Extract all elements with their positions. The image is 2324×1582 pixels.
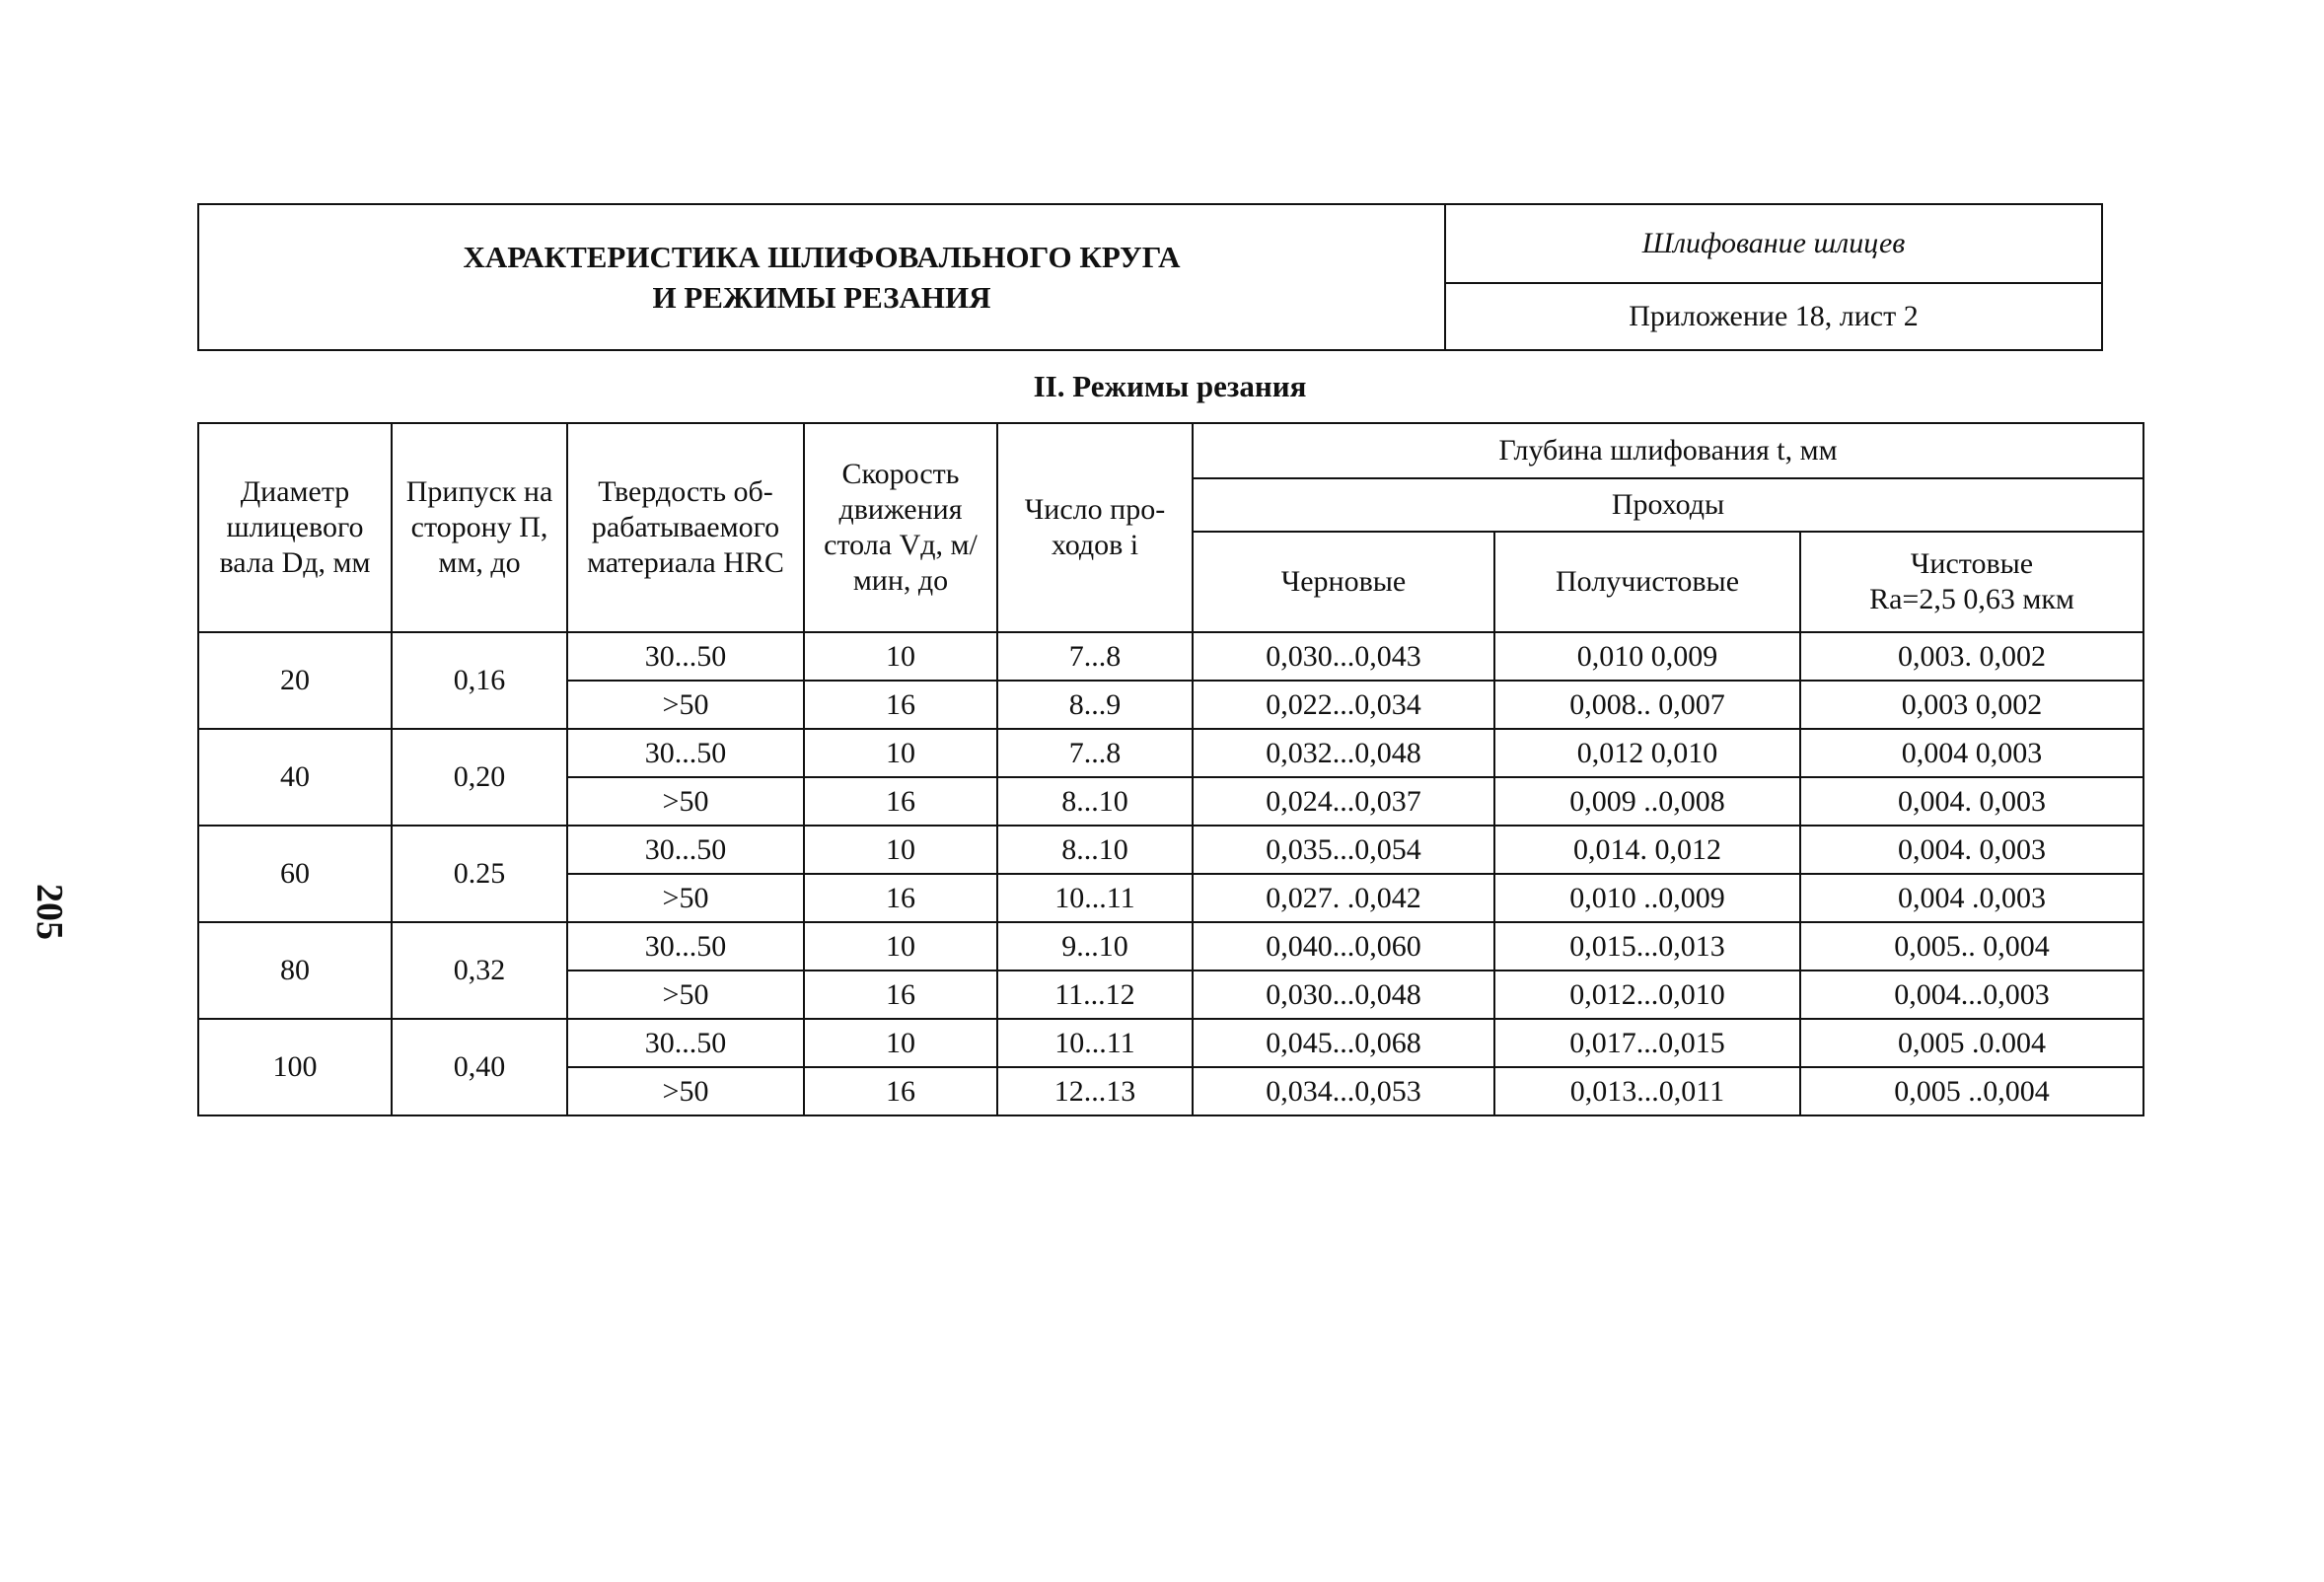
cell-allowance: 0,16 bbox=[392, 632, 567, 729]
page-number: 205 bbox=[29, 884, 70, 940]
table-row bbox=[198, 1019, 2143, 1067]
appendix-label: Приложение 18, лист 2 bbox=[1629, 300, 1919, 332]
cell-speed: 16 bbox=[804, 681, 997, 729]
cell-speed: 10 bbox=[804, 729, 997, 777]
header-passes-count: Число про-ходов i bbox=[997, 423, 1193, 632]
cell-passes: 10...11 bbox=[997, 1019, 1193, 1067]
cell-semi: 0,010 0,009 bbox=[1494, 632, 1800, 681]
cell-hardness: 30...50 bbox=[567, 632, 804, 681]
cell-passes: 12...13 bbox=[997, 1067, 1193, 1115]
table-row bbox=[198, 826, 2143, 874]
cell-rough: 0,040...0,060 bbox=[1193, 922, 1494, 971]
cell-rough: 0,022...0,034 bbox=[1193, 681, 1494, 729]
cell-passes: 8...10 bbox=[997, 777, 1193, 826]
cell-hardness: >50 bbox=[567, 971, 804, 1019]
cell-diameter: 40 bbox=[198, 729, 392, 826]
table-header bbox=[198, 423, 2143, 632]
cell-finish: 0,004. 0,003 bbox=[1800, 826, 2143, 874]
cell-semi: 0,010 ..0,009 bbox=[1494, 874, 1800, 922]
cell-finish: 0,004 0,003 bbox=[1800, 729, 2143, 777]
header-hardness: Твердость об-рабатываемого материала HRC bbox=[567, 423, 804, 632]
cell-hardness: 30...50 bbox=[567, 826, 804, 874]
header-depth: Глубина шлифования t, мм bbox=[1193, 423, 2143, 478]
cell-diameter: 80 bbox=[198, 922, 392, 1019]
cell-rough: 0,030...0,043 bbox=[1193, 632, 1494, 681]
header-speed: Скорость движения стола Vд, м/мин, до bbox=[804, 423, 997, 632]
cell-passes: 8...9 bbox=[997, 681, 1193, 729]
header-finish-line1: Чистовые bbox=[1910, 547, 2034, 580]
cell-passes: 8...10 bbox=[997, 826, 1193, 874]
cell-passes: 10...11 bbox=[997, 874, 1193, 922]
cell-finish: 0,003 0,002 bbox=[1800, 681, 2143, 729]
table-row bbox=[198, 632, 2143, 681]
cell-hardness: 30...50 bbox=[567, 922, 804, 971]
cell-finish: 0,004 .0,003 bbox=[1800, 874, 2143, 922]
cell-passes: 7...8 bbox=[997, 729, 1193, 777]
cell-allowance: 0.25 bbox=[392, 826, 567, 922]
cell-speed: 16 bbox=[804, 874, 997, 922]
cell-hardness: >50 bbox=[567, 1067, 804, 1115]
cell-finish: 0,003. 0,002 bbox=[1800, 632, 2143, 681]
title-line-1: ХАРАКТЕРИСТИКА ШЛИФОВАЛЬНОГО КРУГА bbox=[463, 240, 1181, 274]
cell-rough: 0,030...0,048 bbox=[1193, 971, 1494, 1019]
cell-allowance: 0,20 bbox=[392, 729, 567, 826]
cell-semi: 0,017...0,015 bbox=[1494, 1019, 1800, 1067]
cell-diameter: 20 bbox=[198, 632, 392, 729]
cell-passes: 9...10 bbox=[997, 922, 1193, 971]
cell-rough: 0,035...0,054 bbox=[1193, 826, 1494, 874]
cell-passes: 11...12 bbox=[997, 971, 1193, 1019]
cell-rough: 0,032...0,048 bbox=[1193, 729, 1494, 777]
cell-speed: 10 bbox=[804, 922, 997, 971]
table-body bbox=[198, 632, 2143, 1115]
cell-semi: 0,014. 0,012 bbox=[1494, 826, 1800, 874]
cell-speed: 10 bbox=[804, 826, 997, 874]
cell-finish: 0,005.. 0,004 bbox=[1800, 922, 2143, 971]
header-rough: Черновые bbox=[1193, 532, 1494, 632]
cell-speed: 16 bbox=[804, 971, 997, 1019]
cell-passes: 7...8 bbox=[997, 632, 1193, 681]
cell-finish: 0,005 .0.004 bbox=[1800, 1019, 2143, 1067]
cell-diameter: 60 bbox=[198, 826, 392, 922]
header-allowance: Припуск на сторону П, мм, до bbox=[392, 423, 567, 632]
document-title bbox=[199, 205, 1446, 349]
cell-hardness: 30...50 bbox=[567, 1019, 804, 1067]
cell-hardness: >50 bbox=[567, 777, 804, 826]
section-title: II. Режимы резания bbox=[1033, 369, 1307, 403]
cell-rough: 0,034...0,053 bbox=[1193, 1067, 1494, 1115]
cell-finish: 0,004...0,003 bbox=[1800, 971, 2143, 1019]
table-row bbox=[198, 729, 2143, 777]
cell-allowance: 0,32 bbox=[392, 922, 567, 1019]
cell-semi: 0,012 0,010 bbox=[1494, 729, 1800, 777]
cell-speed: 16 bbox=[804, 777, 997, 826]
cell-finish: 0,005 ..0,004 bbox=[1800, 1067, 2143, 1115]
header-finish-line2: Ra=2,5 0,63 мкм bbox=[1869, 583, 2074, 615]
cell-diameter: 100 bbox=[198, 1019, 392, 1115]
cell-speed: 10 bbox=[804, 1019, 997, 1067]
cell-allowance: 0,40 bbox=[392, 1019, 567, 1115]
cell-semi: 0,013...0,011 bbox=[1494, 1067, 1800, 1115]
cell-semi: 0,009 ..0,008 bbox=[1494, 777, 1800, 826]
cell-finish: 0,004. 0,003 bbox=[1800, 777, 2143, 826]
header-box bbox=[197, 203, 2103, 351]
table-row bbox=[198, 922, 2143, 971]
cell-semi: 0,012...0,010 bbox=[1494, 971, 1800, 1019]
cell-rough: 0,027. .0,042 bbox=[1193, 874, 1494, 922]
cutting-modes-table bbox=[197, 422, 2144, 1116]
header-finish bbox=[1800, 532, 2143, 632]
cell-hardness: >50 bbox=[567, 874, 804, 922]
cell-rough: 0,045...0,068 bbox=[1193, 1019, 1494, 1067]
header-diameter: Диаметр шлицевого вала Dд, мм bbox=[198, 423, 392, 632]
header-semi: Получистовые bbox=[1494, 532, 1800, 632]
title-line-2: И РЕЖИМЫ РЕЗАНИЯ bbox=[652, 280, 991, 315]
cell-speed: 10 bbox=[804, 632, 997, 681]
cell-semi: 0,015...0,013 bbox=[1494, 922, 1800, 971]
cell-rough: 0,024...0,037 bbox=[1193, 777, 1494, 826]
cell-hardness: 30...50 bbox=[567, 729, 804, 777]
cell-speed: 16 bbox=[804, 1067, 997, 1115]
subject-label: Шлифование шлицев bbox=[1446, 205, 2101, 284]
header-passes: Проходы bbox=[1193, 478, 2143, 532]
cell-semi: 0,008.. 0,007 bbox=[1494, 681, 1800, 729]
cell-hardness: >50 bbox=[567, 681, 804, 729]
